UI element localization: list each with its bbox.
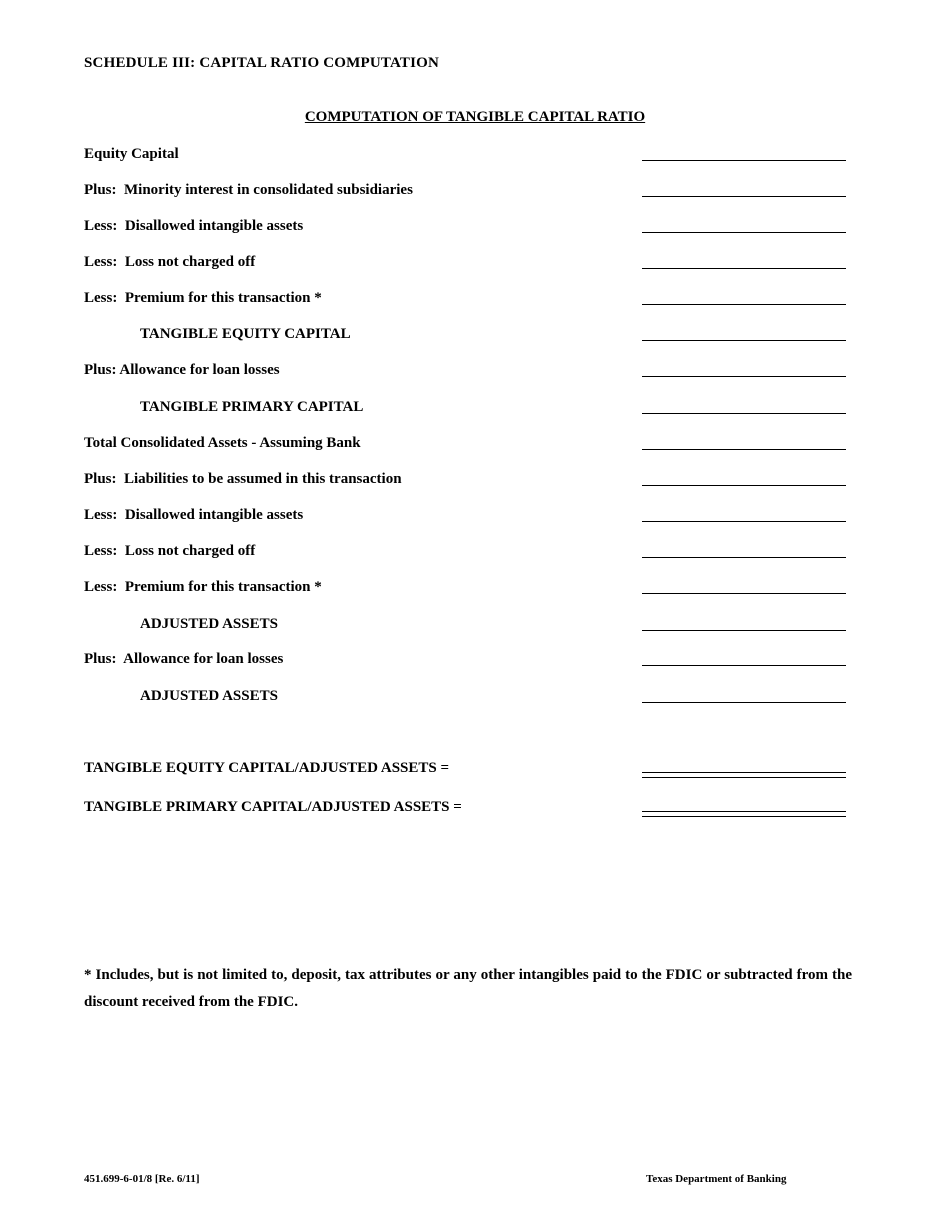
ratio-label: TANGIBLE EQUITY CAPITAL/ADJUSTED ASSETS = [84,760,450,776]
row-allowance-loan-losses-2 [84,651,846,673]
row-adjusted-assets [84,616,846,638]
row-equity-ratio [84,760,846,782]
row-label: Less: Loss not charged off [84,543,256,559]
amount-blank-field[interactable] [642,630,846,631]
row-tangible-equity-capital [84,326,846,348]
amount-blank-field[interactable] [642,449,846,450]
amount-blank-field[interactable] [642,340,846,341]
row-minority-interest [84,182,846,204]
row-label: Plus: Liabilities to be assumed in this transaction [84,471,402,487]
amount-blank-field[interactable] [642,160,846,161]
amount-blank-field[interactable] [642,413,846,414]
ratio-blank-field[interactable] [642,811,846,817]
amount-blank-field[interactable] [642,196,846,197]
row-allowance-loan-losses [84,362,846,384]
amount-blank-field[interactable] [642,521,846,522]
row-primary-ratio [84,799,846,821]
row-label: TANGIBLE PRIMARY CAPITAL [140,399,364,415]
row-label: Equity Capital [84,146,179,162]
row-disallowed-intangibles [84,218,846,240]
row-label: Less: Loss not charged off [84,254,256,270]
amount-blank-field[interactable] [642,485,846,486]
agency-name: Texas Department of Banking [646,1173,787,1185]
row-equity-capital [84,146,846,168]
footnote: * Includes, but is not limited to, deposit, tax attributes or any other intangibles paid to the FDIC or subtracted from the discount received from the FDIC. [84,967,852,1010]
row-label: Total Consolidated Assets - Assuming Bank [84,435,361,451]
amount-blank-field[interactable] [642,702,846,703]
amount-blank-field[interactable] [642,268,846,269]
amount-blank-field[interactable] [642,557,846,558]
row-disallowed-intangibles-2 [84,507,846,529]
ratio-label: TANGIBLE PRIMARY CAPITAL/ADJUSTED ASSETS = [84,799,462,815]
row-tangible-primary-capital [84,399,846,421]
row-label: ADJUSTED ASSETS [140,616,278,632]
amount-blank-field[interactable] [642,232,846,233]
row-adjusted-assets-2 [84,688,846,710]
row-label: Less: Premium for this transaction * [84,290,322,306]
row-loss-not-charged-off-2 [84,543,846,565]
amount-blank-field[interactable] [642,304,846,305]
amount-blank-field[interactable] [642,376,846,377]
ratio-blank-field[interactable] [642,772,846,778]
form-number: 451.699-6-01/8 [Re. 6/11] [84,1173,200,1185]
amount-blank-field[interactable] [642,665,846,666]
row-label: Plus: Minority interest in consolidated subsidiaries [84,182,413,198]
row-premium-2 [84,579,846,601]
row-label: TANGIBLE EQUITY CAPITAL [140,326,351,342]
row-loss-not-charged-off [84,254,846,276]
row-label: Plus: Allowance for loan losses [84,362,280,378]
row-label: Less: Disallowed intangible assets [84,507,304,523]
section-title: COMPUTATION OF TANGIBLE CAPITAL RATIO [304,109,646,125]
amount-blank-field[interactable] [642,593,846,594]
row-liabilities-assumed [84,471,846,493]
row-premium [84,290,846,312]
row-label: Plus: Allowance for loan losses [84,651,284,667]
row-label: Less: Disallowed intangible assets [84,218,304,234]
row-label: ADJUSTED ASSETS [140,688,278,704]
schedule-title: SCHEDULE III: CAPITAL RATIO COMPUTATION [84,55,440,71]
row-label: Less: Premium for this transaction * [84,579,322,595]
row-total-consolidated-assets [84,435,846,457]
